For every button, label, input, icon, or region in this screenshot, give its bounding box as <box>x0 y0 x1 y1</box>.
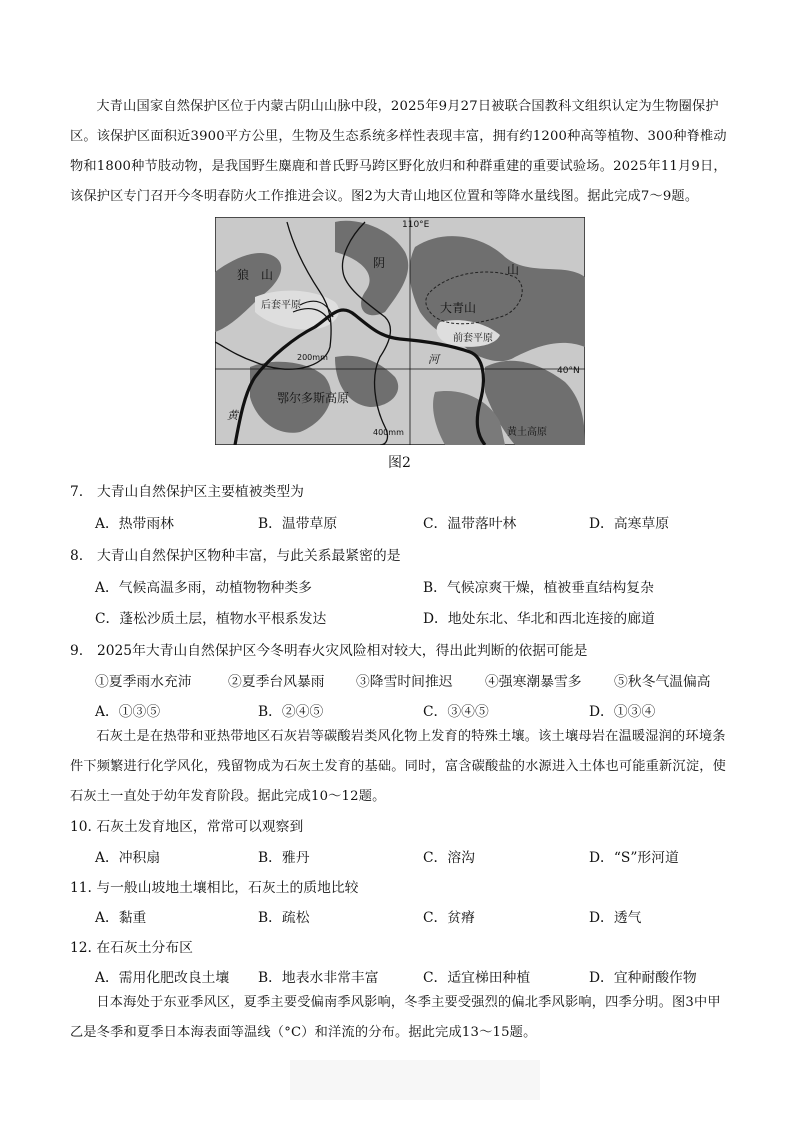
question-11-option-a: A．黏重 <box>95 910 147 926</box>
question-8-stem: 8. 大青山自然保护区物种丰富，与此关系最紧密的是 <box>70 548 401 564</box>
question-7-stem: 7. 大青山自然保护区主要植被类型为 <box>70 484 304 500</box>
question-12-option-b: B．地表水非常丰富 <box>258 970 379 986</box>
question-7-option-b: B．温带草原 <box>258 516 338 532</box>
question-12-option-c: C．适宜梯田种植 <box>423 970 531 986</box>
label-huang: 黄 <box>227 409 238 422</box>
label-110e: 110°E <box>402 220 430 230</box>
question-8-option-c: C．蓬松沙质土层，植物水平根系发达 <box>95 611 327 627</box>
label-qiantao: 前套平原 <box>453 333 493 344</box>
question-10-option-a: A．冲积扇 <box>95 850 161 866</box>
label-he: 河 <box>428 353 439 366</box>
question-10-option-c: C．溶沟 <box>423 850 475 866</box>
question-12-option-d: D．宜种耐酸作物 <box>589 970 697 986</box>
label-40n: 40°N <box>557 366 580 376</box>
label-houtao: 后套平原 <box>261 300 301 311</box>
passage-2: 石灰土是在热带和亚热带地区石灰岩等碳酸岩类风化物上发育的特殊土壤。该土壤母岩在温暖湿润的环境条件下频繁进行化学风化，残留物成为石灰土发育的基础。同时，富含碳酸盐的水源进入土体也可能重新沉淀，使石灰土一直处于幼年发育阶段。据此完成10～12题。 <box>70 729 726 804</box>
label-langshan: 狼 山 <box>237 268 274 282</box>
question-7-option-a: A．热带雨林 <box>95 516 174 532</box>
question-8-option-b: B．气候凉爽干燥，植被垂直结构复杂 <box>423 580 654 596</box>
question-9-item-3: ③降雪时间推迟 <box>356 674 453 690</box>
passage-3: 日本海处于东亚季风区，夏季主要受偏南季风影响，冬季主要受强烈的偏北季风影响，四季分明。图3中甲乙是冬季和夏季日本海表面等温线（°C）和洋流的分布。据此完成13～15题。 <box>70 995 721 1040</box>
question-9-item-5: ⑤秋冬气温偏高 <box>614 674 711 690</box>
question-9-item-1: ①夏季雨水充沛 <box>95 674 192 690</box>
question-9-stem: 9. 2025年大青山自然保护区今冬明春火灾风险相对较大，得出此判断的依据可能是 <box>70 643 588 659</box>
question-10-option-d: D．“S”形河道 <box>589 850 679 866</box>
question-11-option-c: C．贫瘠 <box>423 910 475 926</box>
label-400mm: 400mm <box>373 428 404 437</box>
question-8-option-a: A．气候高温多雨，动植物物种类多 <box>95 580 312 596</box>
question-7-option-c: C．温带落叶林 <box>423 516 517 532</box>
passage-1: 大青山国家自然保护区位于内蒙古阴山山脉中段，2025年9月27日被联合国教科文组织认定为生物圈保护区。该保护区面积近3900平方公里，生物及生态系统多样性表现丰富，拥有约1200种高等植物、300种脊椎动物和1800种节肢动物，是我国野生麋鹿和普氏野马跨区野化放归和种群重建的重要试验场。2025年11月9日，该保护区专门召开今冬明春防火工作推进会议。图2为大青山地区位置和等降水量线图。据此完成7～9题。 <box>70 99 727 204</box>
label-loess: 黄土高原 <box>507 427 547 438</box>
question-9-option-b: B．②④⑤ <box>258 704 324 720</box>
label-ordos: 鄂尔多斯高原 <box>277 391 350 405</box>
figure-2-caption: 图2 <box>388 455 411 471</box>
question-12-stem: 12. 在石灰土分布区 <box>70 940 193 956</box>
question-7-option-d: D．高寒草原 <box>589 516 670 532</box>
question-10-stem: 10. 石灰土发育地区，常常可以观察到 <box>70 819 304 835</box>
figure-3-placeholder <box>290 1060 540 1100</box>
question-11-stem: 11. 与一般山坡地土壤相比，石灰土的质地比较 <box>70 880 359 896</box>
question-11-option-b: B．疏松 <box>258 910 310 926</box>
question-9-item-4: ④强寒潮暴雪多 <box>485 674 582 690</box>
question-9-item-2: ②夏季台风暴雨 <box>228 674 325 690</box>
question-12-option-a: A．需用化肥改良土壤 <box>95 970 230 986</box>
question-9-option-d: D．①③④ <box>589 704 656 720</box>
label-200mm: 200mm <box>297 353 328 362</box>
question-9-option-a: A．①③⑤ <box>95 704 161 720</box>
label-shan: 山 <box>507 263 520 277</box>
label-daqingshan: 大青山 <box>440 301 477 315</box>
figure-2-map <box>215 217 585 445</box>
question-9-option-c: C．③④⑤ <box>423 704 489 720</box>
question-11-option-d: D．透气 <box>589 910 642 926</box>
question-10-option-b: B．雅丹 <box>258 850 310 866</box>
label-yin: 阴 <box>373 256 386 270</box>
question-8-option-d: D．地处东北、华北和西北连接的廊道 <box>423 611 655 627</box>
